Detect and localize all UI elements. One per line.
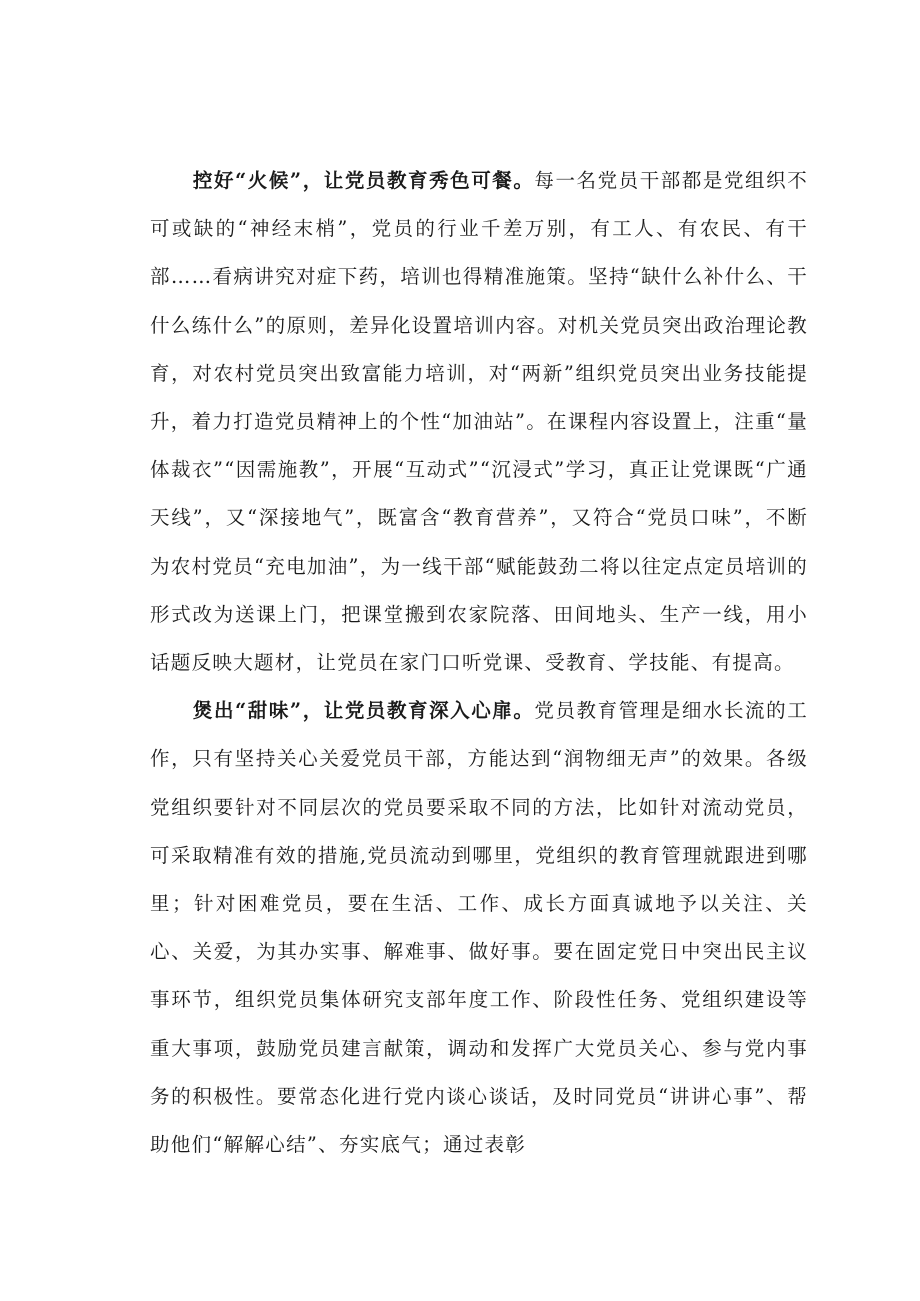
paragraph-1-text: 每一名党员干部都是党组织不可或缺的“神经末梢”，党员的行业千差万别，有工人、有农民、有干部……看病讲究对症下药，培训也得精准施策。坚持“缺什么补什么、干什么练什么”的原则，差异化设置培训内容。对机关党员突出政治理论教育，对农村党员突出致富能力培训，对“两新”组织党员突出业务技能提升，着力打造党员精神上的个性“加油站”。在课程内容设置上，注重“量体裁衣”“因需施教”，开展“互动式”“沉浸式”学习，真正让党课既“广通天线”，又“深接地气”，既富含“教育营养”，又符合“党员口味”，不断为农村党员“充电加油”，为一线干部“赋能鼓劲二将以往定点定员培训的形式改为送课上门，把课堂搬到农家院落、田间地头、生产一线，用小话题反映大题材，让党员在家门口听党课、受教育、学技能、有提高。 xyxy=(150,169,808,675)
paragraph-2-heading: 煲出“甜味”，让党员教育深入心扉。 xyxy=(192,699,535,723)
document-body xyxy=(150,157,808,1169)
paragraph-2 xyxy=(150,687,808,1169)
paragraph-2-text: 党员教育管理是细水长流的工作，只有坚持关心关爱党员干部，方能达到“润物细无声”的效果。各级党组织要针对不同层次的党员要采取不同的方法，比如针对流动党员，可采取精准有效的措施,党员流动到哪里，党组织的教育管理就跟进到哪里；针对困难党员，要在生活、工作、成长方面真诚地予以关注、关心、关爱，为其办实事、解难事、做好事。要在固定党日中突出民主议事环节，组织党员集体研究支部年度工作、阶段性任务、党组织建设等重大事项，鼓励党员建言献策，调动和发挥广大党员关心、参与党内事务的积极性。要常态化进行党内谈心谈话，及时同党员“讲讲心事”、帮助他们“解解心结”、夯实底气；通过表彰 xyxy=(150,699,808,1157)
paragraph-1-heading: 控好“火候”，让党员教育秀色可餐。 xyxy=(192,169,535,192)
paragraph-1 xyxy=(150,157,808,687)
